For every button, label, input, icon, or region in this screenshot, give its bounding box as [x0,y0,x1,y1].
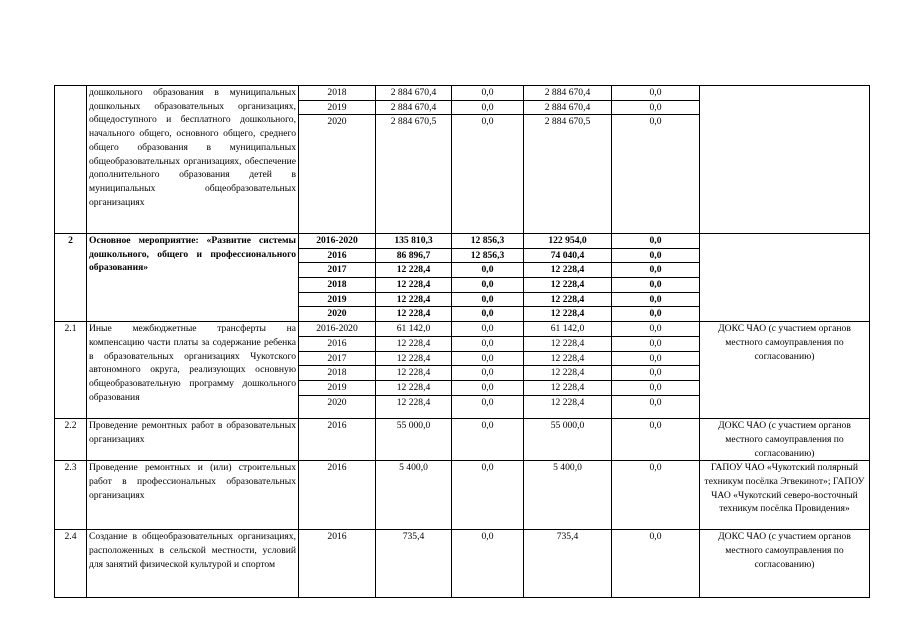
value-line: 0,0 [649,308,662,320]
federal-cell [452,530,524,598]
value-line: 0,0 [649,420,662,432]
executor-cell: ГАПОУ ЧАО «Чукотский полярный техникум посёлка Эгвекинот»; ГАПОУ ЧАО «Чукотский северо-восточный техникум посёлка Провидения» [700,461,870,530]
value-line: 0,0 [612,337,699,352]
measure-description: Проведение ремонтных и (или) строительных работ в профессиональных образовательных организациях [87,461,299,530]
total-cell [376,419,452,461]
value-line: 0,0 [481,531,494,543]
row-number: 2.1 [55,322,87,419]
table-row [55,461,870,530]
year-cell [299,530,376,598]
row-number: 2.2 [55,419,87,461]
executor-cell: ДОКС ЧАО (с участием органов местного самоуправления по согласованию) [700,530,870,598]
value-line: 55 000,0 [550,420,585,432]
regional-cell [524,322,612,419]
value-line: 12 228,4 [524,263,611,278]
value-line: 0,0 [452,263,523,278]
regional-cell [524,461,612,530]
value-line: 2016 [299,249,375,264]
value-line: 12 856,3 [452,234,523,249]
value-line: 2 884 670,5 [390,116,437,128]
year-cell [299,461,376,530]
federal-cell [452,322,524,419]
value-line: 2019 [299,381,375,396]
federal-cell [452,86,524,234]
value-line: 12 228,4 [524,278,611,293]
value-line: 5 400,0 [399,462,428,474]
value-line: 0,0 [649,531,662,543]
value-line: 12 228,4 [396,396,431,408]
value-line: 2019 [299,293,375,308]
table-row [55,419,870,461]
value-line: 0,0 [481,308,494,320]
value-line: 135 810,3 [376,234,451,249]
value-line: 0,0 [452,278,523,293]
value-line: 0,0 [481,462,494,474]
value-line: 12 228,4 [524,381,611,396]
row-number: 2.3 [55,461,87,530]
value-line: 735,4 [556,531,579,543]
year-cell [299,86,376,234]
value-line: 0,0 [612,381,699,396]
value-line: 2017 [299,263,375,278]
table-row [55,234,870,322]
other-cell [612,461,700,530]
value-line: 2020 [327,116,347,128]
value-line: 2018 [299,366,375,381]
value-line: 12 228,4 [376,293,451,308]
value-line: 735,4 [402,531,425,543]
value-line: 0,0 [612,278,699,293]
value-line: 12 228,4 [524,293,611,308]
value-line: 2 884 670,4 [376,101,451,116]
value-line: 12 228,4 [376,366,451,381]
value-line: 12 228,4 [376,278,451,293]
value-line: 0,0 [452,101,523,116]
federal-cell [452,461,524,530]
federal-cell [452,234,524,322]
value-line: 0,0 [612,249,699,264]
table-body [55,86,870,598]
row-number: 2 [55,234,87,322]
value-line: 12 228,4 [396,308,431,320]
value-line: 74 040,4 [524,249,611,264]
value-line: 12 228,4 [376,381,451,396]
value-line: 2 884 670,4 [524,101,611,116]
program-table [54,85,870,598]
executor-cell [700,234,870,322]
value-line: 2019 [299,101,375,116]
other-cell [612,234,700,322]
measure-description: Иные межбюджетные трансферты на компенсацию части платы за содержание ребенка в образовательных организациях Чукотского автономного округа, реализующих основную общеобразовательную программу дошкольного образования [87,322,299,419]
value-line: 0,0 [481,420,494,432]
table-row [55,86,870,234]
value-line: 0,0 [481,116,494,128]
executor-cell [700,86,870,234]
value-line: 12 228,4 [376,337,451,352]
value-line: 2018 [299,86,375,101]
value-line: 12 856,3 [452,249,523,264]
total-cell [376,234,452,322]
value-line: 86 896,7 [376,249,451,264]
other-cell [612,530,700,598]
value-line: 12 228,4 [550,308,585,320]
regional-cell [524,86,612,234]
value-line: 0,0 [612,366,699,381]
value-line: 0,0 [612,86,699,101]
value-line: 2020 [327,396,347,408]
value-line: 2016 [327,531,347,543]
value-line: 0,0 [612,101,699,116]
value-line: 0,0 [612,322,699,337]
value-line: 2 884 670,4 [376,86,451,101]
table-row [55,530,870,598]
value-line: 0,0 [452,293,523,308]
value-line: 0,0 [612,352,699,367]
value-line: 12 228,4 [376,263,451,278]
value-line: 2018 [299,278,375,293]
value-line: 0,0 [452,322,523,337]
measure-description: Проведение ремонтных работ в образовательных организациях [87,419,299,461]
other-cell [612,322,700,419]
measure-description: Создание в общеобразовательных организациях, расположенных в сельской местности, условий для занятий физической культурой и спортом [87,530,299,598]
row-number: 2.4 [55,530,87,598]
executor-cell: ДОКС ЧАО (с участием органов местного самоуправления по согласованию) [700,322,870,419]
total-cell [376,86,452,234]
total-cell [376,322,452,419]
value-line: 0,0 [612,293,699,308]
value-line: 0,0 [452,366,523,381]
value-line: 61 142,0 [524,322,611,337]
value-line: 12 228,4 [524,337,611,352]
value-line: 2016-2020 [299,234,375,249]
value-line: 0,0 [649,116,662,128]
regional-cell [524,419,612,461]
value-line: 0,0 [452,381,523,396]
table-row [55,322,870,419]
total-cell [376,461,452,530]
value-line: 0,0 [612,234,699,249]
value-line: 2016 [327,462,347,474]
value-line: 2 884 670,4 [524,86,611,101]
value-line: 2020 [327,308,347,320]
year-cell [299,234,376,322]
value-line: 12 228,4 [524,352,611,367]
value-line: 12 228,4 [376,352,451,367]
value-line: 0,0 [649,396,662,408]
measure-description: Основное мероприятие: «Развитие системы дошкольного, общего и профессионального образования» [87,234,299,322]
total-cell [376,530,452,598]
executor-cell: ДОКС ЧАО (с участием органов местного самоуправления по согласованию) [700,419,870,461]
value-line: 0,0 [649,462,662,474]
regional-cell [524,530,612,598]
value-line: 2 884 670,5 [544,116,591,128]
value-line: 0,0 [452,352,523,367]
value-line: 2016 [299,337,375,352]
value-line: 0,0 [481,396,494,408]
value-line: 0,0 [452,86,523,101]
value-line: 12 228,4 [550,396,585,408]
value-line: 0,0 [612,263,699,278]
federal-cell [452,419,524,461]
year-cell [299,322,376,419]
value-line: 2016-2020 [299,322,375,337]
value-line: 2016 [327,420,347,432]
value-line: 0,0 [452,337,523,352]
other-cell [612,419,700,461]
value-line: 55 000,0 [396,420,431,432]
value-line: 61 142,0 [376,322,451,337]
value-line: 12 228,4 [524,366,611,381]
regional-cell [524,234,612,322]
row-number [55,86,87,234]
value-line: 122 954,0 [524,234,611,249]
other-cell [612,86,700,234]
value-line: 5 400,0 [553,462,582,474]
measure-description: дошкольного образования в муниципальных дошкольных образовательных организациях, общедоступного и бесплатного дошкольного, начального общего, основного общего, среднего общего образования в муниципальных общеобразовательных организациях, обеспечение дополнительного образования детей в муниципальных общеобразовательных организациях [87,86,299,234]
value-line: 2017 [299,352,375,367]
year-cell [299,419,376,461]
